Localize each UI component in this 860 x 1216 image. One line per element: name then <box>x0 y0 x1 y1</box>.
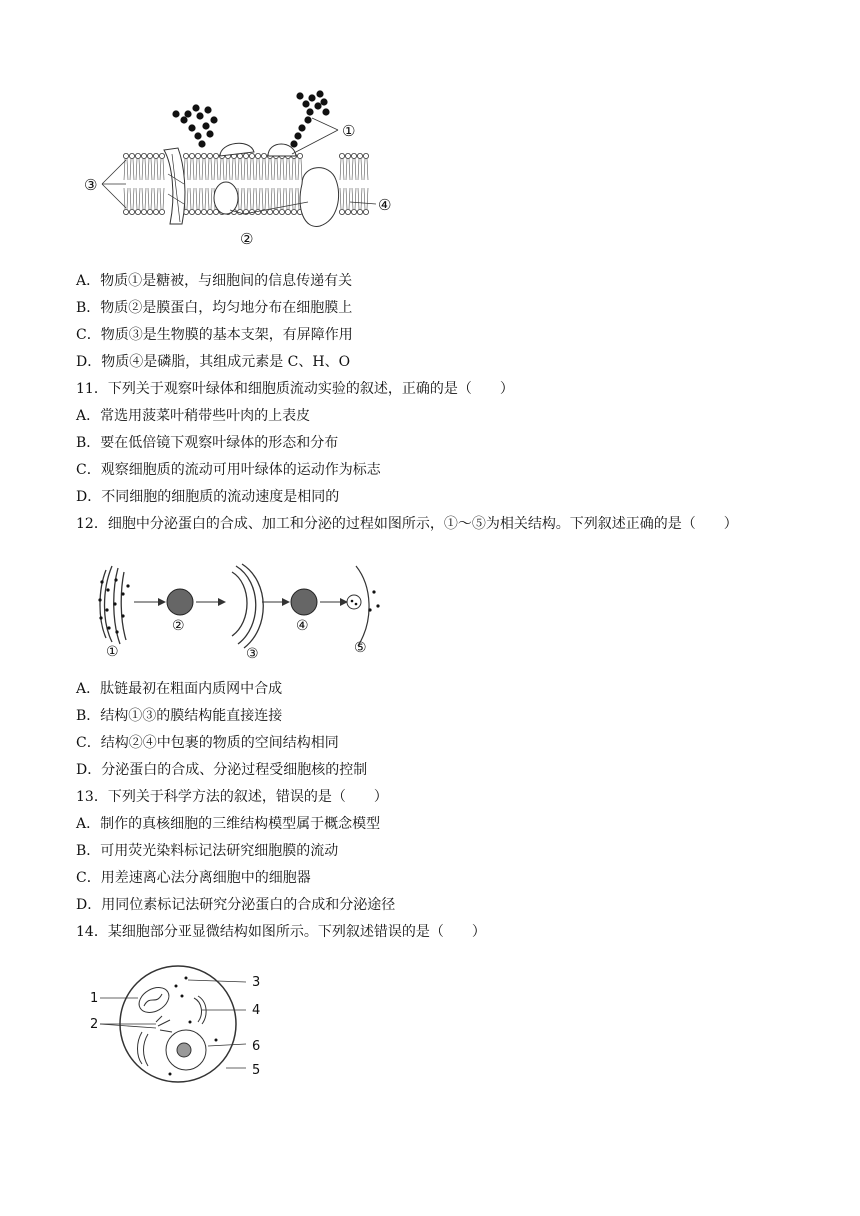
embedded-protein-large <box>300 168 339 227</box>
phospholipid-tail <box>358 188 362 209</box>
phospholipid-head <box>123 209 128 214</box>
nucleolus <box>177 1043 191 1057</box>
phospholipid-tail <box>358 159 362 180</box>
phospholipid-head <box>363 209 368 214</box>
sugar-bead <box>320 98 327 105</box>
phospholipid-tail <box>298 159 302 180</box>
phospholipid-head <box>213 153 218 158</box>
phospholipid-head <box>249 153 254 158</box>
q13-option-c: C．用差速离心法分离细胞中的细胞器 <box>76 870 311 886</box>
sugar-bead <box>322 108 329 115</box>
phospholipid-tail <box>154 188 158 209</box>
phospholipid-tail <box>232 159 236 180</box>
q11-stem: 11．下列关于观察叶绿体和细胞质流动实验的叙述，正确的是（ ） <box>76 381 514 397</box>
phospholipid-tail <box>244 159 248 180</box>
phospholipid-head <box>351 153 356 158</box>
phospholipid-head <box>201 153 206 158</box>
q13-option-b: B．可用荧光染料标记法研究细胞膜的流动 <box>76 843 339 859</box>
phospholipid-tail <box>238 159 242 180</box>
sugar-bead <box>304 116 311 123</box>
label-3: ③ <box>84 176 98 194</box>
phospholipid-head <box>357 153 362 158</box>
phospholipid-head <box>189 153 194 158</box>
glycoprotein-chains <box>172 90 329 147</box>
label-3: 3 <box>252 975 261 990</box>
phospholipid-tail <box>202 188 206 209</box>
channel-protein <box>164 148 185 224</box>
sugar-bead <box>294 132 301 139</box>
q14-stem: 14．某细胞部分亚显微结构如图所示。下列叙述错误的是（ ） <box>76 924 486 940</box>
phospholipid-tail <box>340 188 344 209</box>
sugar-bead <box>192 104 199 111</box>
q13-stem: 13．下列关于科学方法的叙述，错误的是（ ） <box>76 789 388 805</box>
phospholipid-tail <box>226 159 230 180</box>
phospholipid-head <box>285 209 290 214</box>
phospholipid-head <box>357 209 362 214</box>
phospholipid-head <box>273 209 278 214</box>
phospholipid-tail <box>346 159 350 180</box>
label-2: ② <box>172 618 185 634</box>
phospholipid-head <box>147 209 152 214</box>
phospholipid-head <box>147 153 152 158</box>
label-2: 2 <box>90 1017 99 1032</box>
phospholipid-head <box>189 209 194 214</box>
phospholipid-head <box>207 153 212 158</box>
sugar-bead <box>198 140 205 147</box>
sugar-bead <box>314 102 321 109</box>
q10-option-b: B．物质②是膜蛋白，均匀地分布在细胞膜上 <box>76 300 353 316</box>
phospholipid-tail <box>280 188 284 209</box>
phospholipid-head <box>159 209 164 214</box>
phospholipid-head <box>291 209 296 214</box>
phospholipid-tail <box>130 159 134 180</box>
phospholipid-head <box>183 153 188 158</box>
phospholipid-head <box>153 209 158 214</box>
phospholipid-head <box>267 209 272 214</box>
phospholipid-head <box>339 153 344 158</box>
phospholipid-tail <box>136 159 140 180</box>
phospholipid-tail <box>352 188 356 209</box>
vesicle-4 <box>291 589 317 615</box>
q11-option-d: D．不同细胞的细胞质的流动速度是相同的 <box>76 489 340 505</box>
phospholipid-tail <box>190 159 194 180</box>
phospholipid-tail <box>292 188 296 209</box>
phospholipid-head <box>279 209 284 214</box>
q12-stem: 12．细胞中分泌蛋白的合成、加工和分泌的过程如图所示，①～⑤为相关结构。下列叙述正确的是（ ） <box>76 516 738 532</box>
phospholipid-tail <box>352 159 356 180</box>
label-1: ① <box>106 644 119 660</box>
phospholipid-head <box>201 209 206 214</box>
phospholipid-tail <box>160 188 164 209</box>
phospholipid-tail <box>340 159 344 180</box>
sugar-bead <box>298 124 305 131</box>
phospholipid-tail <box>220 159 224 180</box>
phospholipid-tail <box>214 159 218 180</box>
phospholipid-tail <box>244 188 248 209</box>
phospholipid-head <box>243 153 248 158</box>
sugar-bead <box>202 122 209 129</box>
phospholipid-tail <box>262 188 266 209</box>
phospholipid-tail <box>274 188 278 209</box>
phospholipid-tail <box>124 188 128 209</box>
sugar-bead <box>172 110 179 117</box>
phospholipid-head <box>261 153 266 158</box>
q13-option-d: D．用同位素标记法研究分泌蛋白的合成和分泌途径 <box>76 897 396 913</box>
sugar-bead <box>210 116 217 123</box>
phospholipid-tail <box>142 188 146 209</box>
embedded-protein-small <box>214 182 238 214</box>
phospholipid-head <box>345 209 350 214</box>
q10-option-c: C．物质③是生物膜的基本支架，有屏障作用 <box>76 327 353 343</box>
phospholipid-tail <box>142 159 146 180</box>
membrane-figure <box>80 84 400 254</box>
phospholipid-tail <box>124 159 128 180</box>
q13-option-a: A．制作的真核细胞的三维结构模型属于概念模型 <box>76 816 381 832</box>
phospholipid-head <box>123 153 128 158</box>
phospholipid-tail <box>286 159 290 180</box>
phospholipid-tail <box>256 188 260 209</box>
vesicle-2 <box>167 589 193 615</box>
phospholipid-tail <box>136 188 140 209</box>
phospholipid-tail <box>202 159 206 180</box>
sugar-bead <box>302 100 309 107</box>
phospholipid-head <box>129 153 134 158</box>
phospholipid-tail <box>196 188 200 209</box>
phospholipid-tail <box>190 188 194 209</box>
sugar-bead <box>184 110 191 117</box>
phospholipid-head <box>129 209 134 214</box>
phospholipid-head <box>351 209 356 214</box>
cell-figure <box>86 960 276 1090</box>
label-3: ③ <box>246 646 259 660</box>
sugar-bead <box>204 106 211 113</box>
secretion-labels <box>106 618 367 660</box>
phospholipid-tail <box>274 159 278 180</box>
phospholipid-tail <box>268 159 272 180</box>
q12-option-a: A．肽链最初在粗面内质网中合成 <box>76 681 283 697</box>
sugar-bead <box>316 90 323 97</box>
label-5: ⑤ <box>354 640 367 656</box>
phospholipid-head <box>195 209 200 214</box>
sugar-bead <box>296 92 303 99</box>
q10-option-d: D．物质④是磷脂，其组成元素是 C、H、O <box>76 354 351 370</box>
phospholipid-head <box>153 153 158 158</box>
phospholipid-tail <box>280 159 284 180</box>
secretion-figure <box>92 560 392 660</box>
phospholipid-head <box>195 153 200 158</box>
phospholipid-tail <box>196 159 200 180</box>
phospholipid-tail <box>250 188 254 209</box>
phospholipid-tail <box>130 188 134 209</box>
phospholipid-head <box>345 153 350 158</box>
phospholipid-head <box>159 153 164 158</box>
sugar-bead <box>196 112 203 119</box>
phospholipid-tail <box>364 188 368 209</box>
label-5: 5 <box>252 1063 261 1078</box>
label-1: 1 <box>90 991 99 1006</box>
q10-option-a: A．物质①是糖被，与细胞间的信息传递有关 <box>76 273 353 289</box>
phospholipid-tail <box>292 159 296 180</box>
phospholipid-head <box>207 209 212 214</box>
label-4: 4 <box>252 1003 261 1018</box>
phospholipid-head <box>363 153 368 158</box>
sugar-bead <box>290 140 297 147</box>
peripheral-protein-top-1 <box>220 143 254 156</box>
phospholipid-tail <box>208 159 212 180</box>
q12-option-b: B．结构①③的膜结构能直接连接 <box>76 708 283 724</box>
phospholipid-tail <box>256 159 260 180</box>
phospholipid-tail <box>148 188 152 209</box>
sugar-bead <box>206 130 213 137</box>
q11-option-a: A．常选用菠菜叶稍带些叶肉的上表皮 <box>76 408 311 424</box>
q11-option-b: B．要在低倍镜下观察叶绿体的形态和分布 <box>76 435 339 451</box>
phospholipid-head <box>135 209 140 214</box>
phospholipid-head <box>135 153 140 158</box>
phospholipid-head <box>141 153 146 158</box>
sugar-bead <box>180 116 187 123</box>
sugar-bead <box>306 108 313 115</box>
phospholipid-tail <box>364 159 368 180</box>
sugar-bead <box>308 94 315 101</box>
membrane-labels <box>84 122 391 248</box>
phospholipid-head <box>141 209 146 214</box>
label-2: ② <box>240 230 254 248</box>
label-6: 6 <box>252 1039 261 1054</box>
sugar-bead <box>188 124 195 131</box>
phospholipid-head <box>255 153 260 158</box>
phospholipid-tail <box>346 188 350 209</box>
q12-option-c: C．结构②④中包裹的物质的空间结构相同 <box>76 735 339 751</box>
phospholipid-tail <box>154 159 158 180</box>
phospholipid-head <box>339 209 344 214</box>
phospholipid-tail <box>160 159 164 180</box>
phospholipid-head <box>297 153 302 158</box>
label-4: ④ <box>296 618 309 634</box>
q11-option-c: C．观察细胞质的流动可用叶绿体的运动作为标志 <box>76 462 381 478</box>
label-4: ④ <box>378 196 392 214</box>
label-1: ① <box>342 122 356 140</box>
phospholipid-tail <box>250 159 254 180</box>
golgi <box>232 564 263 648</box>
phospholipid-tail <box>208 188 212 209</box>
phospholipid-tail <box>148 159 152 180</box>
sugar-bead <box>194 132 201 139</box>
phospholipid-tail <box>262 159 266 180</box>
phospholipid-tail <box>238 188 242 209</box>
q12-option-d: D．分泌蛋白的合成、分泌过程受细胞核的控制 <box>76 762 368 778</box>
rough-er <box>100 566 126 644</box>
phospholipid-tail <box>268 188 272 209</box>
